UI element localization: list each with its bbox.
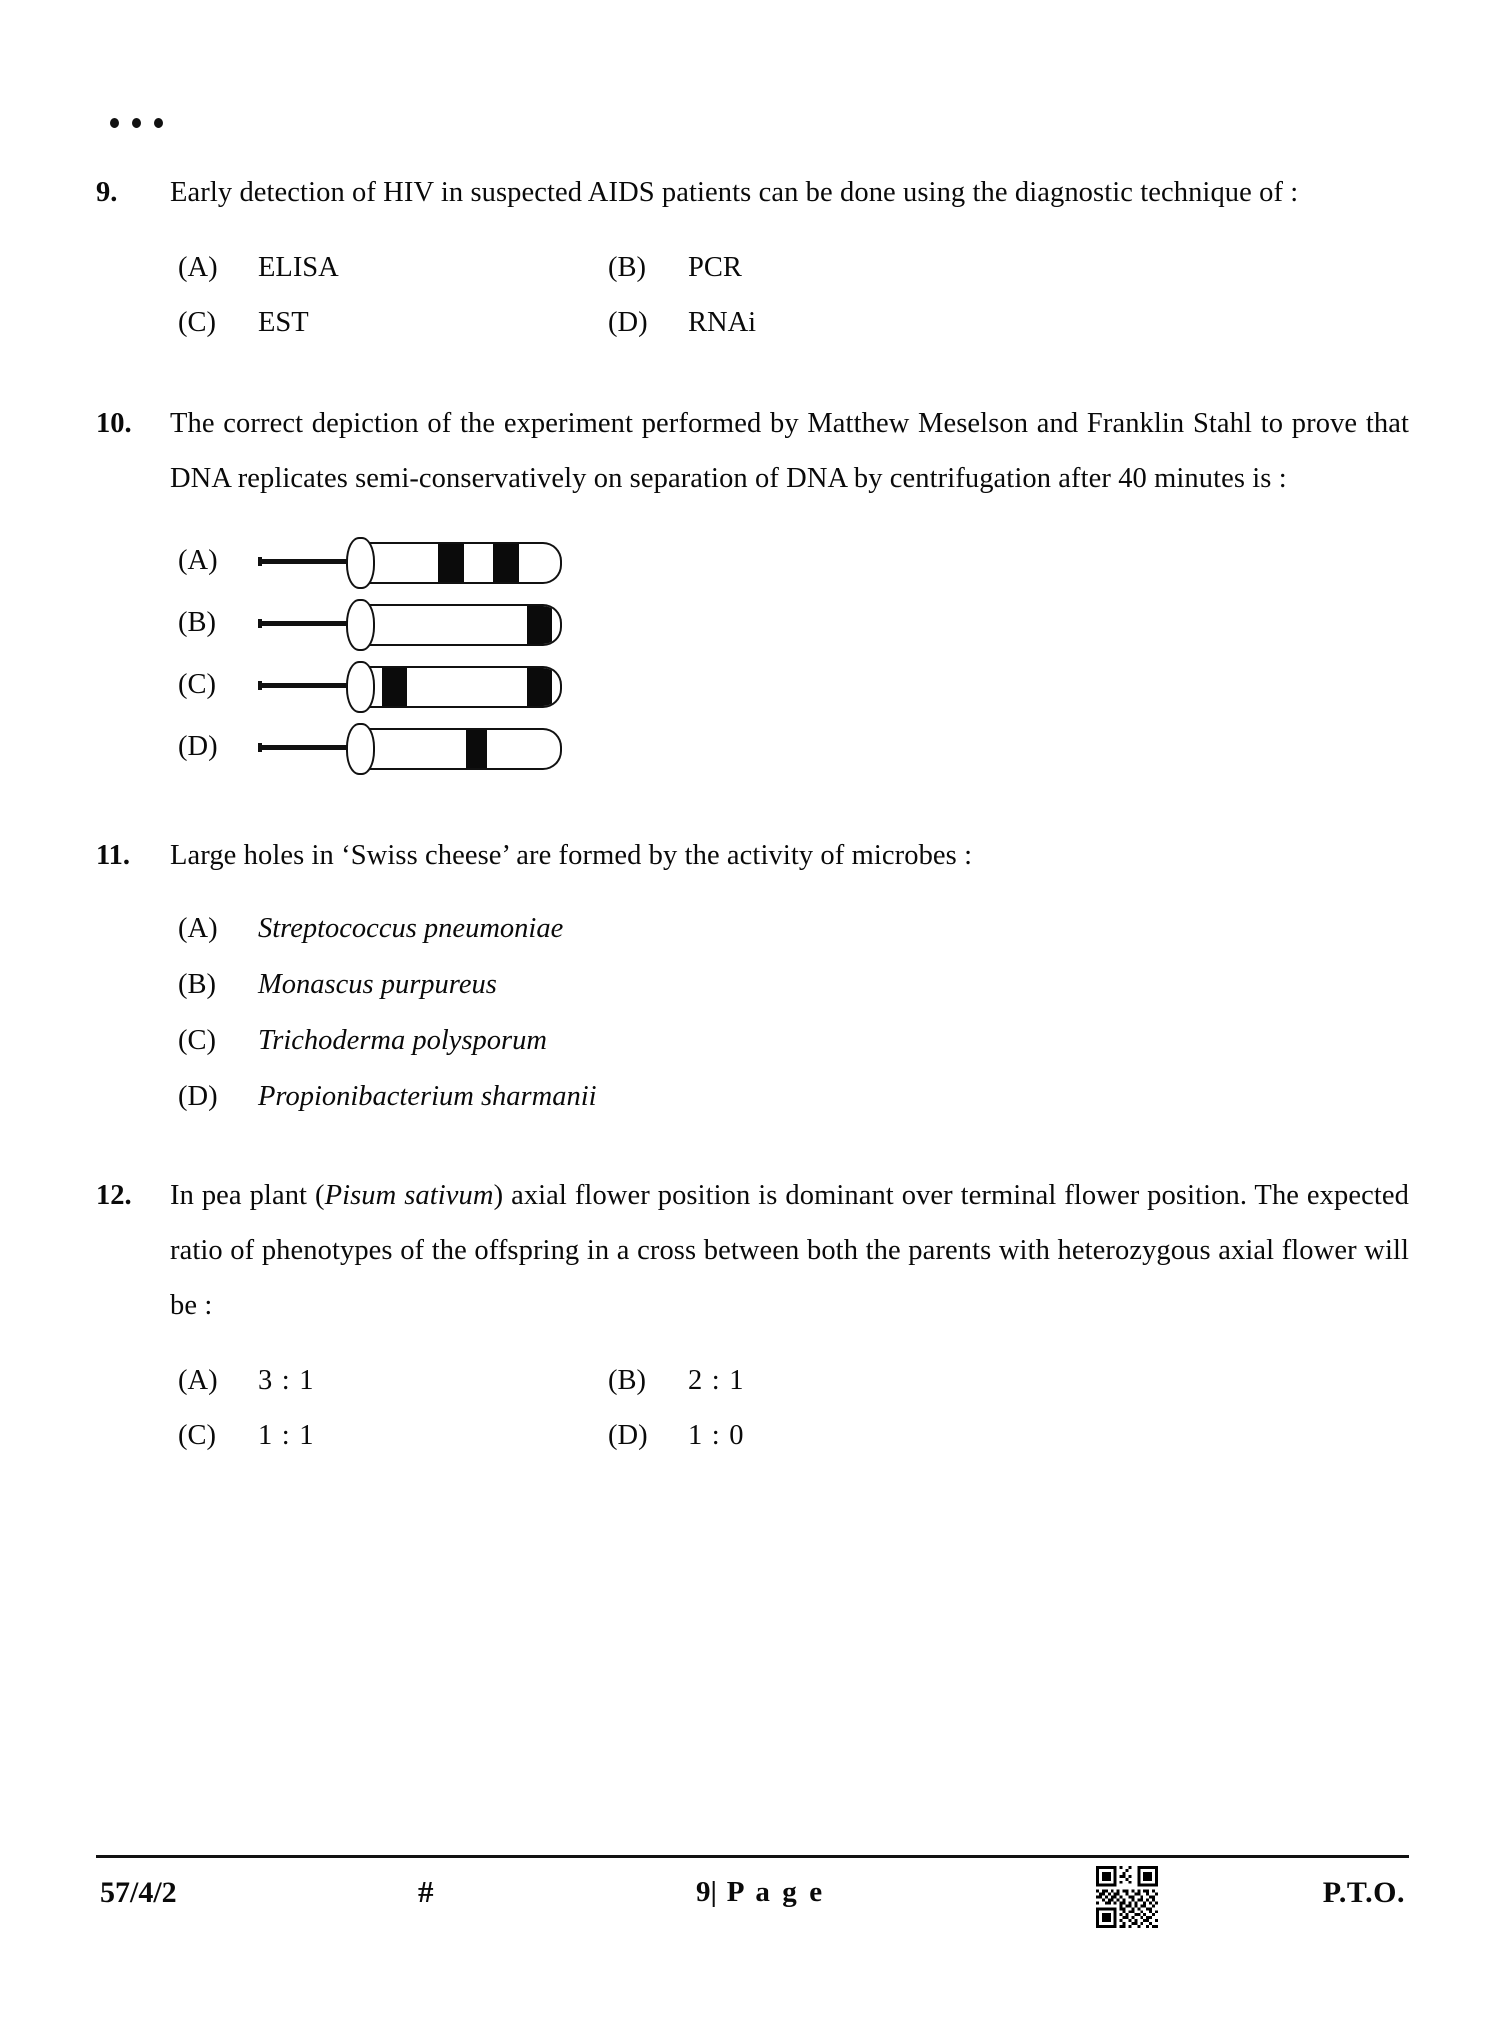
tube-flange xyxy=(346,599,375,651)
question-9 xyxy=(96,165,1409,350)
question-9-text: Early detection of HIV in suspected AIDS patients can be done using the diagnostic technique of : xyxy=(170,177,1299,208)
section-dots-marker xyxy=(110,118,163,128)
question-12-species-name: Pisum sativum xyxy=(324,1180,494,1211)
question-10-number: 10. xyxy=(96,408,132,439)
option-label: (A) xyxy=(178,1365,218,1396)
question-12-text xyxy=(170,1168,1409,1333)
paper-code: 57/4/2 xyxy=(100,1876,177,1909)
option-value: PCR xyxy=(688,252,742,283)
option-value: 3 : 1 xyxy=(258,1365,315,1396)
option-label: (A) xyxy=(178,913,218,944)
dot-icon xyxy=(132,118,141,128)
option-label: (D) xyxy=(178,1081,218,1112)
tube-barrel xyxy=(364,666,562,708)
option-label: (C) xyxy=(178,307,216,338)
dna-band xyxy=(382,668,407,706)
option-12-c[interactable] xyxy=(170,1408,600,1463)
question-11 xyxy=(96,828,1409,1124)
option-label: (C) xyxy=(178,669,216,700)
hash-mark: # xyxy=(418,1874,434,1909)
page-separator: | xyxy=(710,1876,717,1908)
question-9-number: 9. xyxy=(96,177,118,208)
option-value: 1 : 1 xyxy=(258,1420,315,1451)
question-10-options xyxy=(170,530,1409,778)
option-9-d[interactable] xyxy=(600,295,1409,350)
option-11-b[interactable] xyxy=(170,957,1409,1012)
option-value: 1 : 0 xyxy=(688,1420,745,1451)
question-10 xyxy=(96,396,1409,778)
question-11-options xyxy=(170,901,1409,1124)
turn-over-label: P.T.O. xyxy=(1322,1876,1405,1909)
question-12 xyxy=(96,1168,1409,1463)
option-value: Streptococcus pneumoniae xyxy=(258,913,564,944)
dna-band xyxy=(527,606,552,644)
option-10-d[interactable] xyxy=(170,716,1409,778)
option-value: Monascus purpureus xyxy=(258,969,497,1000)
tube-flange xyxy=(346,537,375,589)
centrifuge-tube-icon xyxy=(258,661,563,709)
plunger-rod xyxy=(258,559,350,564)
dot-icon xyxy=(110,118,119,128)
option-11-c[interactable] xyxy=(170,1013,1409,1068)
page-number: 9 xyxy=(696,1876,711,1908)
centrifuge-tube-icon xyxy=(258,599,563,647)
footer-divider xyxy=(96,1855,1409,1858)
option-value: 2 : 1 xyxy=(688,1365,745,1396)
dot-icon xyxy=(154,118,163,128)
option-value: Trichoderma polysporum xyxy=(258,1025,547,1056)
option-12-b[interactable] xyxy=(600,1353,1409,1408)
option-label: (A) xyxy=(178,252,218,283)
question-12-number: 12. xyxy=(96,1180,132,1211)
option-9-c[interactable] xyxy=(170,295,600,350)
tube-flange xyxy=(346,723,375,775)
tube-barrel xyxy=(364,542,562,584)
option-label: (A) xyxy=(178,545,218,576)
option-9-b[interactable] xyxy=(600,240,1409,295)
page-footer xyxy=(96,1866,1409,1986)
plunger-rod xyxy=(258,621,350,626)
dna-band xyxy=(527,668,552,706)
question-11-number: 11. xyxy=(96,840,131,871)
option-label: (B) xyxy=(178,969,216,1000)
option-label: (D) xyxy=(178,731,218,762)
plunger-rod xyxy=(258,745,350,750)
qr-code-icon xyxy=(1096,1866,1158,1928)
option-label: (B) xyxy=(608,1365,646,1396)
question-12-text-after: ) axial flower position is dominant over terminal flower position. The expected ratio of phenotypes of the offspring in a cross between both the parents with heterozygous axial flower will be : xyxy=(170,1180,1410,1321)
option-value: EST xyxy=(258,307,309,338)
dna-band xyxy=(466,730,488,768)
option-12-a[interactable] xyxy=(170,1353,600,1408)
option-label: (B) xyxy=(608,252,646,283)
option-value: RNAi xyxy=(688,307,757,338)
option-value: ELISA xyxy=(258,252,339,283)
question-9-options xyxy=(170,240,1409,350)
option-11-a[interactable] xyxy=(170,901,1409,956)
dna-band xyxy=(493,544,518,582)
option-11-d[interactable] xyxy=(170,1069,1409,1124)
centrifuge-tube-icon xyxy=(258,723,563,771)
option-label: (B) xyxy=(178,607,216,638)
plunger-rod xyxy=(258,683,350,688)
option-label: (D) xyxy=(608,1420,648,1451)
question-12-options xyxy=(170,1353,1409,1463)
centrifuge-tube-icon xyxy=(258,537,563,585)
question-12-text-before: In pea plant ( xyxy=(170,1180,325,1211)
option-label: (C) xyxy=(178,1025,216,1056)
tube-barrel xyxy=(364,728,562,770)
page-indicator xyxy=(696,1876,825,1909)
option-10-c[interactable] xyxy=(170,654,1409,716)
option-value: Propionibacterium sharmanii xyxy=(258,1081,597,1112)
tube-flange xyxy=(346,661,375,713)
page-word: P a g e xyxy=(726,1876,825,1908)
option-10-a[interactable] xyxy=(170,530,1409,592)
option-label: (C) xyxy=(178,1420,216,1451)
option-10-b[interactable] xyxy=(170,592,1409,654)
option-9-a[interactable] xyxy=(170,240,600,295)
question-column xyxy=(96,165,1409,1463)
question-10-text: The correct depiction of the experiment performed by Matthew Meselson and Franklin Stahl to prove that DNA replicates semi-conservatively on separation of DNA by centrifugation after 40 minutes is : xyxy=(170,408,1409,494)
option-12-d[interactable] xyxy=(600,1408,1409,1463)
dna-band xyxy=(438,544,463,582)
tube-barrel xyxy=(364,604,562,646)
option-label: (D) xyxy=(608,307,648,338)
question-11-text: Large holes in ‘Swiss cheese’ are formed by the activity of microbes : xyxy=(170,840,973,871)
